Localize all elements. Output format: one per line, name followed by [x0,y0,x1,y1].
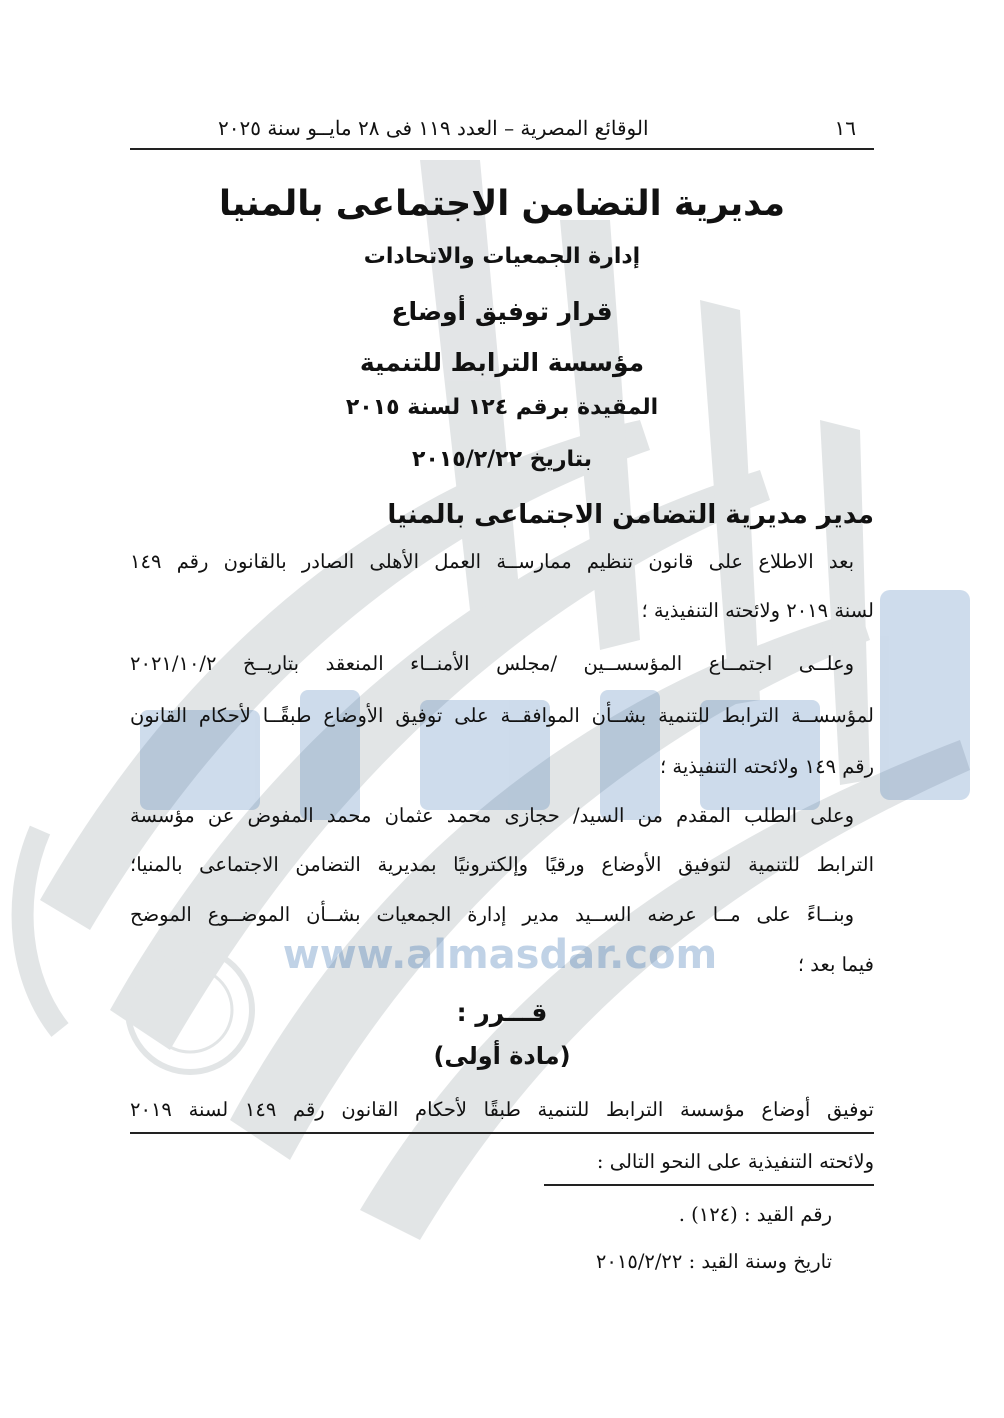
preamble-line: الترابط للتنمية لتوفيق الأوضاع ورقيًا وإلكترونيًا بمديرية التضامن الاجتماعى بالمنيا؛ [130,853,874,876]
registration-date: تاريخ وسنة القيد : ٢٠١٥/٢/٢٢ [595,1250,832,1273]
registration-number: رقم القيد : (١٢٤) . [678,1203,832,1226]
article-title: (مادة أولى) [433,1042,571,1070]
decision-title: قرار توفيق أوضاع [391,297,613,326]
preamble-line: وعلى الطلب المقدم من السيد/ حجازى محمد عثمان محمد المفوض عن مؤسسة [130,804,854,827]
document-page [130,0,874,1418]
registration-title: المقيدة برقم ١٢٤ لسنة ٢٠١٥ [345,395,659,420]
preamble-line: وبنــاءً على مــا عرضه الســيد مدير إدارة الجمعيات بشــأن الموضــوع الموضح [130,903,854,926]
preamble-line: فيما بعد ؛ [797,953,874,976]
department-title: إدارة الجمعيات والاتحادات [363,244,641,269]
decision-word: قـــرر : [456,998,548,1027]
preamble-line: رقم ١٤٩ ولائحته التنفيذية ؛ [659,755,874,778]
article-line: ولائحته التنفيذية على النحو التالى : [544,1150,874,1186]
article-line: توفيق أوضاع مؤسسة الترابط للتنمية طبقًا لأحكام القانون رقم ١٤٩ لسنة ٢٠١٩ [130,1098,874,1134]
date-title: بتاريخ ٢٠١٥/٢/٢٢ [411,447,593,472]
preamble-line: بعد الاطلاع على قانون تنظيم ممارســة العمل الأهلى الصادر بالقانون رقم ١٤٩ [130,550,854,573]
preamble-line: لمؤسســة الترابط للتنمية بشــأن الموافقــة على توفيق الأوضاع طبقًــا لأحكام القانون [130,704,874,727]
preamble-line: وعلــى اجتمــاع المؤسســين /مجلس الأمنــاء المنعقد بتاريــخ ٢٠٢١/١٠/٢ [130,652,854,675]
page-number: ١٦ [834,116,856,140]
running-title: الوقائع المصرية – العدد ١١٩ فى ٢٨ مايــو سنة ٢٠٢٥ [218,116,649,140]
preamble-line: لسنة ٢٠١٩ ولائحته التنفيذية ؛ [641,599,874,622]
directorate-title: مديرية التضامن الاجتماعى بالمنيا [218,184,786,224]
running-header [130,108,874,150]
watermark-site: www.almasdar.com [282,932,718,978]
director-heading: مدير مديرية التضامن الاجتماعى بالمنيا [387,500,874,530]
foundation-title: مؤسسة الترابط للتنمية [359,348,645,377]
